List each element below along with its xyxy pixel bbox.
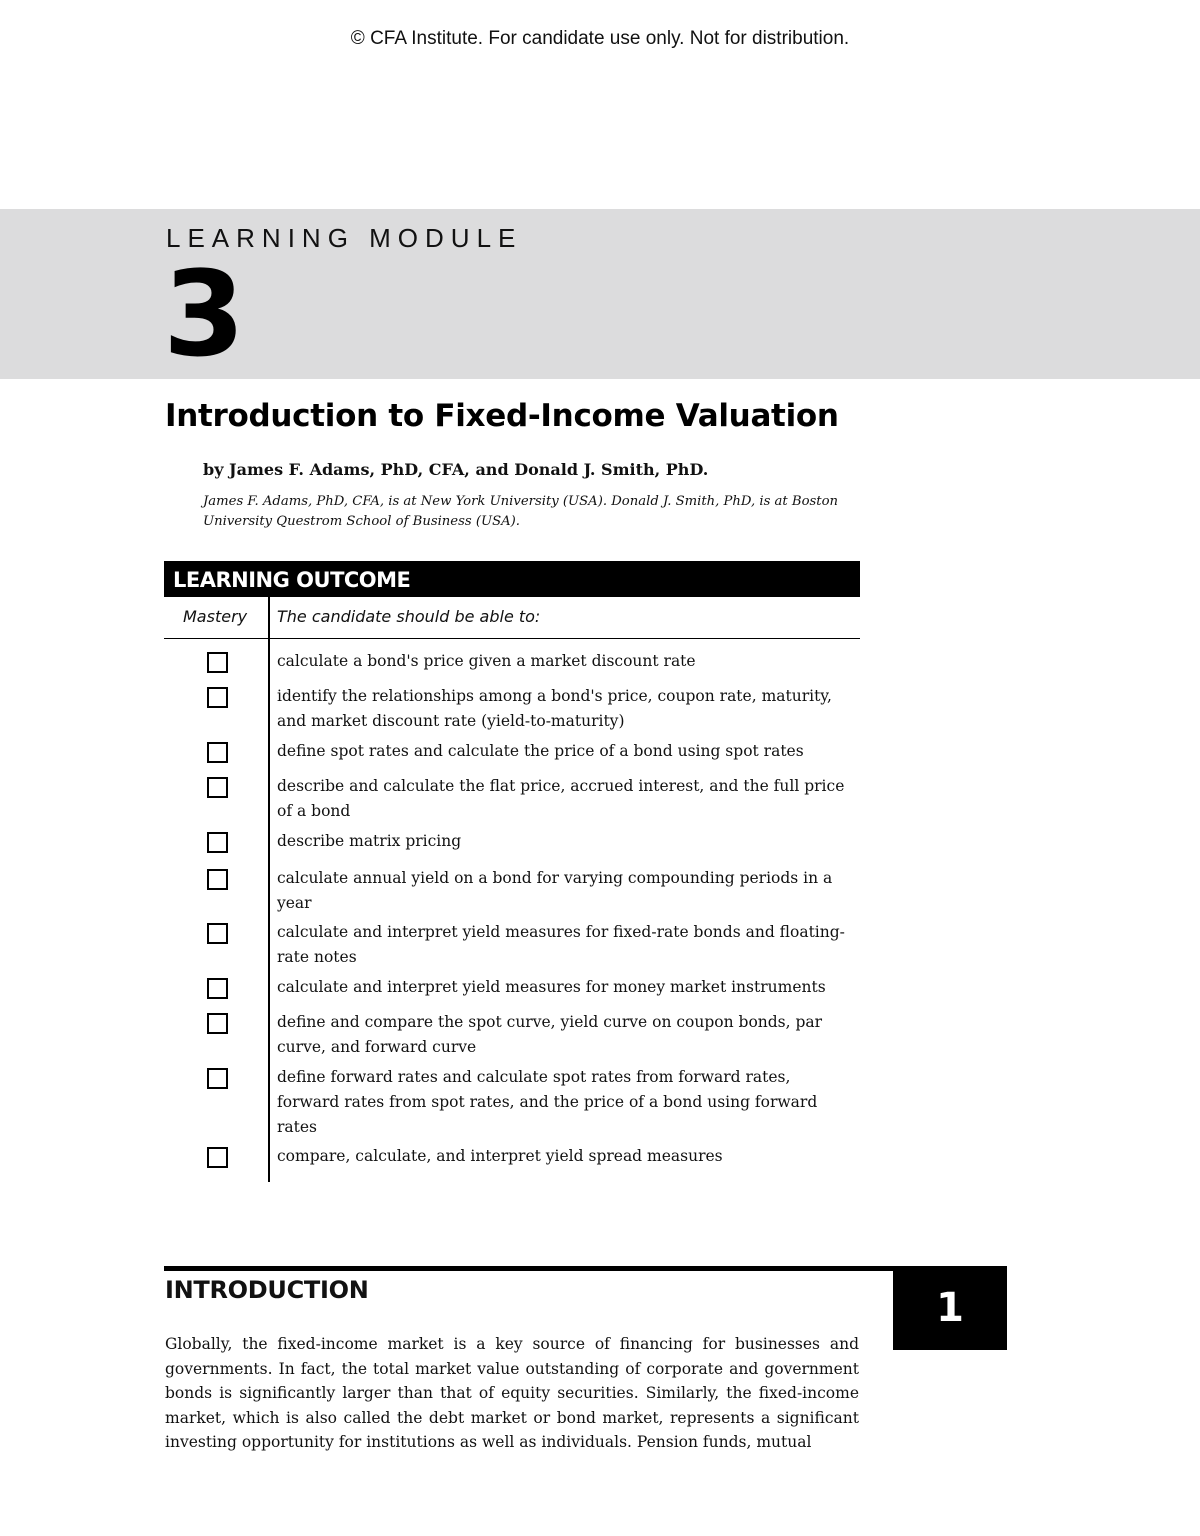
learning-outcome-text: calculate a bond's price given a market discount rate — [277, 652, 696, 670]
page-title: Introduction to Fixed-Income Valuation — [165, 398, 839, 434]
section-heading: INTRODUCTION — [165, 1276, 369, 1304]
section-number-badge: 1 — [893, 1266, 1007, 1350]
author-affiliation: James F. Adams, PhD, CFA, is at New York University (USA). Donald J. Smith, PhD, is at Boston University Questrom School of Business (USA). — [203, 494, 839, 529]
mastery-column-header: Mastery — [183, 607, 248, 626]
mastery-checkbox[interactable] — [207, 777, 228, 798]
mastery-checkbox[interactable] — [207, 923, 228, 944]
module-number: 3 — [163, 245, 246, 383]
mastery-checkbox[interactable] — [207, 1068, 228, 1089]
column-divider — [268, 597, 270, 1182]
mastery-checkbox[interactable] — [207, 869, 228, 890]
learning-outcome-text: describe matrix pricing — [277, 832, 462, 850]
module-label: LEARNING MODULE — [166, 223, 523, 253]
mastery-checkbox[interactable] — [207, 742, 228, 763]
learning-outcome-text: calculate annual yield on a bond for varying compounding periods in a year — [277, 869, 833, 912]
learning-outcome-text: define and compare the spot curve, yield curve on coupon bonds, par curve, and forward curve — [277, 1013, 823, 1056]
statement-column-header: The candidate should be able to: — [277, 607, 541, 626]
mastery-checkbox[interactable] — [207, 687, 228, 708]
learning-outcome-text: compare, calculate, and interpret yield spread measures — [277, 1147, 723, 1165]
section-rule — [164, 1266, 904, 1271]
learning-outcome-heading: LEARNING OUTCOME — [164, 561, 860, 597]
mastery-checkbox[interactable] — [207, 978, 228, 999]
learning-outcome-text: identify the relationships among a bond's price, coupon rate, maturity, and market discount rate (yield-to-maturity) — [277, 687, 832, 730]
authors-line: by James F. Adams, PhD, CFA, and Donald J. Smith, PhD. — [203, 460, 709, 479]
mastery-checkbox[interactable] — [207, 1013, 228, 1034]
mastery-checkbox[interactable] — [207, 832, 228, 853]
copyright-notice: © CFA Institute. For candidate use only. Not for distribution. — [350, 28, 850, 49]
mastery-checkbox[interactable] — [207, 1147, 228, 1168]
introduction-paragraph: Globally, the fixed-income market is a key source of financing for businesses and governments. In fact, the total market value outstanding of corporate and government bonds is significantly larger than that of equity securities. Similarly, the fixed-income market, which is also called the debt market or bond market, represents a significant investing opportunity for institutions as well as individuals. Pension funds, mutual — [165, 1335, 859, 1452]
learning-outcome-table — [164, 561, 860, 1165]
mastery-checkbox[interactable] — [207, 652, 228, 673]
learning-outcome-text: calculate and interpret yield measures for money market instruments — [277, 978, 826, 996]
learning-outcome-text: calculate and interpret yield measures for fixed-rate bonds and floating-rate notes — [277, 923, 845, 966]
learning-outcome-text: describe and calculate the flat price, accrued interest, and the full price of a bond — [277, 777, 845, 820]
learning-outcome-text: define forward rates and calculate spot rates from forward rates, forward rates from spot rates, and the price of a bond using forward rates — [277, 1068, 818, 1136]
learning-outcome-text: define spot rates and calculate the price of a bond using spot rates — [277, 742, 804, 760]
